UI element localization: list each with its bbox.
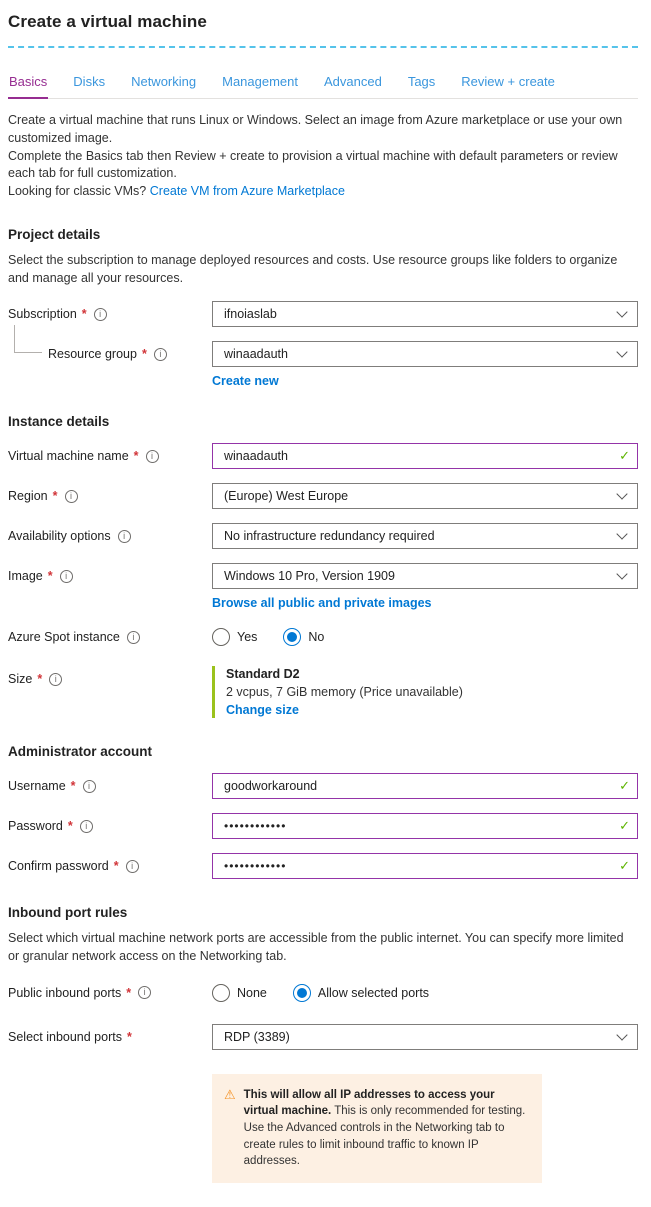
administrator-account-heading: Administrator account <box>8 744 153 760</box>
create-new-link[interactable]: Create new <box>212 374 279 389</box>
info-icon[interactable]: i <box>80 820 93 833</box>
required-marker: * <box>126 1029 132 1044</box>
tab-advanced[interactable]: Advanced <box>324 74 382 89</box>
inbound-port-rules-heading: Inbound port rules <box>8 905 128 921</box>
project-details-description: Select the subscription to manage deployed resources and costs. Use resource groups like folders to organize and manage all your resources. <box>8 252 618 285</box>
azure-spot-row <box>8 624 638 646</box>
required-marker: * <box>67 819 73 834</box>
required-marker: * <box>52 489 58 504</box>
spot-yes-option[interactable] <box>212 628 257 646</box>
tab-basics[interactable]: Basics <box>8 72 48 98</box>
image-label: Image * i <box>8 563 212 583</box>
select-inbound-ports-row <box>8 1024 638 1050</box>
tab-disks[interactable]: Disks <box>73 74 106 89</box>
public-inbound-ports-row <box>8 980 638 1002</box>
instance-details-heading: Instance details <box>8 414 110 430</box>
browse-images-link[interactable]: Browse all public and private images <box>212 596 432 611</box>
confirm-password-row <box>8 853 638 879</box>
chevron-down-icon <box>616 569 627 580</box>
ports-allow-label: Allow selected ports <box>317 985 430 1000</box>
availability-options-value: No infrastructure redundancy required <box>224 529 435 544</box>
info-icon[interactable]: i <box>138 986 151 999</box>
valid-check-icon: ✓ <box>619 858 630 874</box>
spot-no-option[interactable] <box>283 628 324 646</box>
intro-text <box>8 112 638 201</box>
ip-warning-banner <box>212 1074 542 1183</box>
vm-name-row <box>8 443 638 469</box>
chevron-down-icon <box>616 1029 627 1040</box>
resource-group-dropdown[interactable] <box>212 341 638 367</box>
project-details-heading: Project details <box>8 226 101 242</box>
required-marker: * <box>126 985 132 1000</box>
tab-review-create[interactable]: Review + create <box>461 74 555 89</box>
username-input[interactable] <box>212 773 638 799</box>
radio-unselected-icon <box>212 628 230 646</box>
ports-none-label: None <box>237 985 267 1000</box>
info-icon[interactable]: i <box>146 450 159 463</box>
size-row <box>8 666 638 718</box>
resource-group-value: winaadauth <box>224 347 288 362</box>
vm-name-input[interactable] <box>212 443 638 469</box>
availability-options-row <box>8 523 638 549</box>
image-dropdown[interactable] <box>212 563 638 589</box>
select-inbound-ports-dropdown[interactable] <box>212 1024 638 1050</box>
dashed-separator <box>8 46 638 48</box>
warning-text-rest: This is only recommended for testing. Use the Advanced controls in the Networking tab to create rules to limit inbound traffic to known IP addresses. <box>243 1105 526 1168</box>
warning-text-bold: This will allow all IP addresses to access your virtual machine. <box>243 1088 495 1118</box>
valid-check-icon: ✓ <box>619 818 630 834</box>
info-icon[interactable]: i <box>127 631 140 644</box>
subscription-value: ifnoiaslab <box>224 307 277 322</box>
info-icon[interactable]: i <box>65 490 78 503</box>
intro-line-2: Complete the Basics tab then Review + create to provision a virtual machine with default parameters or review each tab for full customization. <box>8 148 618 181</box>
classic-vm-line <box>8 183 638 201</box>
select-inbound-ports-label: Select inbound ports * <box>8 1029 132 1044</box>
radio-unselected-icon <box>212 984 230 1002</box>
username-label: Username * i <box>8 773 212 793</box>
required-marker: * <box>133 449 139 464</box>
region-dropdown[interactable] <box>212 483 638 509</box>
warning-row <box>8 1050 638 1183</box>
required-marker: * <box>47 569 53 584</box>
info-icon[interactable]: i <box>154 348 167 361</box>
size-name: Standard D2 <box>226 667 300 682</box>
spot-no-label: No <box>308 630 325 645</box>
size-summary-block <box>212 666 638 718</box>
username-row <box>8 773 638 799</box>
classic-vm-prefix: Looking for classic VMs? <box>8 184 147 198</box>
region-value: (Europe) West Europe <box>224 489 349 504</box>
public-inbound-ports-label: Public inbound ports * i <box>8 980 212 1000</box>
azure-spot-label: Azure Spot instance i <box>8 624 212 644</box>
required-marker: * <box>81 307 87 322</box>
ports-none-option[interactable] <box>212 984 267 1002</box>
info-icon[interactable]: i <box>126 860 139 873</box>
info-icon[interactable]: i <box>94 308 107 321</box>
subscription-row <box>8 301 638 327</box>
size-specs: 2 vcpus, 7 GiB memory (Price unavailable) <box>226 685 463 700</box>
tab-management[interactable]: Management <box>222 74 298 89</box>
confirm-password-label: Confirm password * i <box>8 853 212 873</box>
resource-group-label: Resource group * i <box>8 341 212 361</box>
password-row <box>8 813 638 839</box>
password-label: Password * i <box>8 813 212 833</box>
resource-group-row <box>8 341 638 388</box>
tab-networking[interactable]: Networking <box>131 74 197 89</box>
chevron-down-icon <box>616 307 627 318</box>
info-icon[interactable]: i <box>49 673 62 686</box>
change-size-link[interactable]: Change size <box>226 703 299 718</box>
create-vm-marketplace-link[interactable]: Create VM from Azure Marketplace <box>149 184 345 198</box>
image-row <box>8 563 638 610</box>
subscription-dropdown[interactable] <box>212 301 638 327</box>
spot-yes-label: Yes <box>237 630 258 645</box>
chevron-down-icon <box>616 529 627 540</box>
warning-triangle-icon: ⚠ <box>224 1086 236 1102</box>
size-label: Size * i <box>8 666 212 686</box>
subscription-label: Subscription * i <box>8 301 212 321</box>
confirm-password-input[interactable] <box>212 853 638 879</box>
valid-check-icon: ✓ <box>619 448 630 464</box>
required-marker: * <box>37 672 43 687</box>
password-input[interactable] <box>212 813 638 839</box>
region-label: Region * i <box>8 483 212 503</box>
chevron-down-icon <box>616 347 627 358</box>
ports-allow-option[interactable] <box>293 984 429 1002</box>
availability-options-dropdown[interactable] <box>212 523 638 549</box>
inbound-port-rules-description: Select which virtual machine network ports are accessible from the public internet. You can specify more limited or granular network access on the Networking tab. <box>8 931 624 963</box>
required-marker: * <box>141 347 147 362</box>
warning-text <box>244 1087 528 1170</box>
image-value: Windows 10 Pro, Version 1909 <box>224 569 395 584</box>
region-row <box>8 483 638 509</box>
page-title: Create a virtual machine <box>8 12 207 31</box>
tab-tags[interactable]: Tags <box>407 74 436 89</box>
required-marker: * <box>113 859 119 874</box>
radio-selected-icon <box>283 628 301 646</box>
info-icon[interactable]: i <box>60 570 73 583</box>
info-icon[interactable]: i <box>118 530 131 543</box>
chevron-down-icon <box>616 489 627 500</box>
valid-check-icon: ✓ <box>619 778 630 794</box>
select-inbound-ports-value: RDP (3389) <box>224 1029 290 1044</box>
hierarchy-connector-line <box>14 325 42 353</box>
required-marker: * <box>70 779 76 794</box>
radio-selected-icon <box>293 984 311 1002</box>
vm-name-label: Virtual machine name * i <box>8 443 212 463</box>
tab-bar <box>8 72 638 99</box>
azure-spot-radio-group <box>212 624 638 646</box>
intro-line-1: Create a virtual machine that runs Linux or Windows. Select an image from Azure marketplace or use your own customized image. <box>8 113 623 145</box>
public-inbound-ports-radio-group <box>212 980 638 1002</box>
availability-options-label: Availability options i <box>8 523 212 543</box>
info-icon[interactable]: i <box>83 780 96 793</box>
